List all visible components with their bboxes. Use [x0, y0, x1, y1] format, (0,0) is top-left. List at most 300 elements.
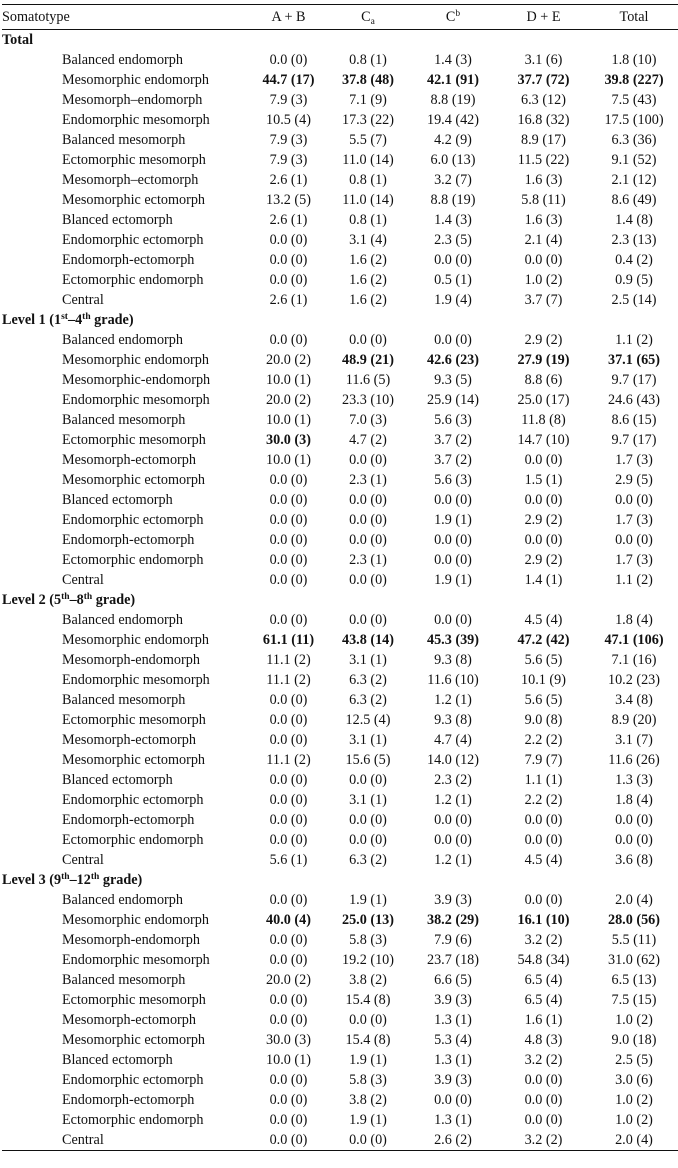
somatotype-label: Mesomorphic ectomorph [62, 1032, 206, 1048]
value-cell: 8.8 (19) [430, 92, 476, 108]
value-cell: 0.0 (0) [269, 232, 308, 248]
value-cell: 1.0 (2) [615, 1092, 653, 1108]
value-cell: 7.0 (3) [349, 412, 387, 428]
value-cell: 0.0 (0) [524, 452, 563, 468]
somatotype-label: Endomorph-ectomorph [62, 812, 195, 828]
table-row [2, 1090, 678, 1110]
section-title-sup2: th [82, 312, 91, 322]
value-cell: 0.0 (0) [250, 1130, 327, 1151]
value-cell: 10.5 (4) [266, 112, 311, 128]
somatotype-label: Ectomorphic mesomorph [62, 992, 206, 1008]
value-cell: 1.3 (1) [434, 1112, 472, 1128]
value-cell: 2.9 (5) [615, 472, 653, 488]
value-cell: 0.0 (0) [269, 932, 308, 948]
value-cell: 42.6 (23) [426, 352, 479, 368]
value-cell: 3.9 (3) [434, 1072, 472, 1088]
header-c-b [409, 5, 497, 30]
section-heading-row [2, 310, 678, 330]
table-row [2, 510, 678, 530]
value-cell: 39.8 (227) [604, 72, 664, 88]
table-header-row [2, 5, 678, 30]
somatotype-label: Mesomorph-endomorph [62, 932, 200, 948]
value-cell: 15.4 (8) [345, 992, 391, 1008]
value-cell: 7.5 (43) [611, 92, 657, 108]
header-c-b-sup: b [455, 8, 461, 19]
somatotype-label: Ectomorphic endomorph [62, 1112, 204, 1128]
value-cell: 9.7 (17) [611, 432, 657, 448]
value-cell: 0.0 (0) [269, 572, 308, 588]
value-cell: 2.9 (2) [524, 332, 563, 348]
value-cell: 19.2 (10) [341, 952, 394, 968]
value-cell: 10.2 (23) [607, 672, 660, 688]
value-cell: 3.7 (7) [524, 292, 563, 308]
value-cell: 5.8 (11) [521, 192, 566, 208]
section-title-sup1: th [61, 592, 70, 602]
value-cell: 10.0 (1) [266, 1052, 311, 1068]
section-title-mid: –8 [69, 592, 84, 608]
value-cell: 2.0 (4) [590, 1130, 678, 1151]
value-cell: 4.5 (4) [524, 852, 563, 868]
value-cell: 6.5 (13) [611, 972, 657, 988]
value-cell: 1.4 (1) [524, 572, 563, 588]
value-cell: 0.0 (0) [269, 532, 308, 548]
value-cell: 0.0 (0) [434, 552, 472, 568]
value-cell: 11.6 (26) [608, 752, 660, 768]
value-cell: 48.9 (21) [341, 352, 394, 368]
value-cell: 0.0 (0) [434, 332, 472, 348]
value-cell: 2.2 (2) [524, 732, 563, 748]
table-row [2, 550, 678, 570]
somatotype-label: Balanced mesomorph [62, 412, 186, 428]
section-title [2, 590, 678, 610]
value-cell: 9.3 (8) [434, 712, 472, 728]
value-cell: 0.0 (0) [269, 772, 308, 788]
header-c-a-sub: a [370, 16, 375, 27]
table-row [2, 830, 678, 850]
value-cell: 28.0 (56) [607, 912, 660, 928]
table-row [2, 190, 678, 210]
value-cell: 0.0 (0) [524, 1112, 563, 1128]
value-cell: 38.2 (29) [426, 912, 479, 928]
value-cell: 1.4 (3) [434, 212, 472, 228]
somatotype-label: Ectomorphic mesomorph [62, 712, 206, 728]
value-cell: 0.0 (0) [615, 832, 653, 848]
table-row [2, 1030, 678, 1050]
value-cell: 0.0 (0) [269, 272, 308, 288]
value-cell: 3.1 (1) [349, 732, 387, 748]
value-cell: 61.1 (11) [262, 632, 315, 648]
somatotype-label: Endomorph-ectomorph [62, 532, 195, 548]
somatotype-label: Mesomorphic-endomorph [62, 372, 211, 388]
section-title-post: grade) [92, 592, 136, 608]
value-cell: 1.7 (3) [615, 552, 653, 568]
table-row [2, 990, 678, 1010]
value-cell: 1.9 (1) [434, 512, 472, 528]
header-a-b: A + B [250, 5, 327, 30]
value-cell: 7.9 (6) [434, 932, 472, 948]
value-cell: 11.0 (14) [342, 152, 394, 168]
value-cell: 37.8 (48) [341, 72, 394, 88]
section-heading-row [2, 30, 678, 51]
somatotype-label: Blanced ectomorph [62, 772, 173, 788]
value-cell: 1.4 (8) [615, 212, 653, 228]
somatotype-label: Balanced mesomorph [62, 692, 186, 708]
value-cell: 0.0 (0) [524, 492, 563, 508]
somatotype-label: Endomorph-ectomorph [62, 252, 195, 268]
value-cell: 1.3 (3) [615, 772, 653, 788]
value-cell: 1.6 (2) [349, 292, 387, 308]
value-cell: 0.0 (0) [269, 952, 308, 968]
table-row [2, 910, 678, 930]
value-cell: 6.3 (2) [349, 692, 387, 708]
value-cell: 0.8 (1) [349, 212, 387, 228]
section-title [2, 310, 678, 330]
table-row [2, 410, 678, 430]
value-cell: 8.8 (19) [430, 192, 476, 208]
value-cell: 0.0 (0) [349, 772, 387, 788]
value-cell: 0.0 (0) [524, 812, 563, 828]
somatotype-label: Mesomorph-endomorph [62, 652, 200, 668]
value-cell: 0.0 (0) [269, 692, 308, 708]
value-cell: 8.8 (6) [524, 372, 563, 388]
value-cell: 4.7 (2) [349, 432, 387, 448]
value-cell: 45.3 (39) [426, 632, 479, 648]
value-cell: 0.0 (0) [615, 532, 653, 548]
value-cell: 2.1 (12) [611, 172, 657, 188]
value-cell: 11.1 (2) [266, 752, 311, 768]
value-cell: 5.8 (3) [349, 1072, 387, 1088]
value-cell: 3.2 (2) [524, 932, 563, 948]
value-cell: 8.9 (17) [521, 132, 566, 148]
value-cell: 6.3 (2) [349, 672, 387, 688]
value-cell: 2.0 (4) [615, 892, 653, 908]
value-cell: 2.9 (2) [524, 552, 563, 568]
value-cell: 1.9 (1) [434, 572, 472, 588]
value-cell: 0.0 (0) [349, 1012, 387, 1028]
table-row [2, 970, 678, 990]
value-cell: 42.1 (91) [426, 72, 479, 88]
value-cell: 54.8 (34) [517, 952, 570, 968]
value-cell: 2.5 (14) [611, 292, 657, 308]
table-row [2, 710, 678, 730]
table-row [2, 1070, 678, 1090]
somatotype-label: Endomorphic mesomorph [62, 952, 210, 968]
value-cell: 0.0 (0) [524, 532, 563, 548]
value-cell: 6.3 (2) [349, 852, 387, 868]
somatotype-label: Blanced ectomorph [62, 212, 173, 228]
header-somatotype: Somatotype [2, 5, 250, 30]
value-cell: 1.6 (3) [524, 172, 563, 188]
table-row [2, 290, 678, 310]
table-row [2, 1010, 678, 1030]
value-cell: 1.1 (1) [524, 772, 563, 788]
table-row [2, 530, 678, 550]
value-cell: 9.1 (52) [611, 152, 657, 168]
value-cell: 0.0 (0) [349, 512, 387, 528]
value-cell: 0.0 (0) [349, 332, 387, 348]
table-row [2, 450, 678, 470]
section-title-sup1: th [61, 872, 70, 882]
header-total: Total [590, 5, 678, 30]
somatotype-label: Endomorphic ectomorph [62, 232, 204, 248]
somatotype-label: Ectomorphic mesomorph [62, 152, 206, 168]
somatotype-label: Mesomorph-ectomorph [62, 732, 196, 748]
value-cell: 0.0 (0) [269, 512, 308, 528]
value-cell: 1.2 (1) [434, 852, 472, 868]
value-cell: 0.9 (5) [615, 272, 653, 288]
value-cell: 7.9 (7) [524, 752, 563, 768]
value-cell: 1.9 (4) [434, 292, 472, 308]
somatotype-label: Central [62, 292, 104, 308]
somatotype-label: Endomorphic mesomorph [62, 112, 210, 128]
value-cell: 0.0 (0) [615, 812, 653, 828]
value-cell: 43.8 (14) [341, 632, 394, 648]
value-cell: 1.2 (1) [434, 692, 472, 708]
value-cell: 0.0 (0) [269, 1012, 308, 1028]
somatotype-table [2, 4, 678, 1151]
value-cell: 7.9 (3) [269, 132, 308, 148]
value-cell: 9.3 (8) [434, 652, 472, 668]
somatotype-label: Endomorphic ectomorph [62, 512, 204, 528]
value-cell: 2.3 (1) [349, 472, 387, 488]
value-cell: 1.7 (3) [615, 452, 653, 468]
value-cell: 24.6 (43) [607, 392, 660, 408]
value-cell: 2.9 (2) [524, 512, 563, 528]
value-cell: 0.0 (0) [434, 1092, 472, 1108]
value-cell: 2.3 (5) [434, 232, 472, 248]
value-cell: 0.0 (0) [524, 832, 563, 848]
table-row [2, 690, 678, 710]
value-cell: 0.0 (0) [269, 52, 308, 68]
value-cell: 0.0 (0) [434, 812, 472, 828]
somatotype-label: Central [62, 852, 104, 868]
value-cell: 2.2 (2) [524, 792, 563, 808]
table-row [2, 250, 678, 270]
value-cell: 0.4 (2) [615, 252, 653, 268]
value-cell: 17.5 (100) [604, 112, 664, 128]
table-row [2, 1110, 678, 1130]
section-title-pre: Level 3 (9 [2, 872, 62, 888]
value-cell: 8.9 (20) [611, 712, 657, 728]
value-cell: 3.2 (7) [434, 172, 472, 188]
table-row [2, 430, 678, 450]
value-cell: 20.0 (2) [266, 972, 311, 988]
value-cell: 11.0 (14) [342, 192, 394, 208]
value-cell: 0.8 (1) [349, 52, 387, 68]
table-row [2, 110, 678, 130]
value-cell: 3.9 (3) [434, 892, 472, 908]
value-cell: 14.7 (10) [517, 432, 570, 448]
value-cell: 2.6 (1) [269, 292, 308, 308]
somatotype-label: Endomorphic mesomorph [62, 672, 210, 688]
section-title-mid: –12 [69, 872, 91, 888]
value-cell: 1.8 (4) [615, 612, 653, 628]
section-heading-row [2, 870, 678, 890]
value-cell: 3.0 (6) [615, 1072, 653, 1088]
table-row [2, 370, 678, 390]
table-row [2, 850, 678, 870]
value-cell: 3.1 (7) [615, 732, 653, 748]
value-cell: 0.0 (0) [269, 332, 308, 348]
value-cell: 27.9 (19) [517, 352, 570, 368]
value-cell: 1.0 (2) [615, 1112, 653, 1128]
somatotype-label: Ectomorphic endomorph [62, 832, 204, 848]
value-cell: 6.3 (36) [611, 132, 657, 148]
somatotype-label: Ectomorphic endomorph [62, 552, 204, 568]
value-cell: 0.0 (0) [269, 732, 308, 748]
value-cell: 1.1 (2) [615, 572, 653, 588]
value-cell: 31.0 (62) [607, 952, 660, 968]
section-title-sup1: st [61, 312, 68, 322]
value-cell: 11.6 (10) [427, 672, 479, 688]
somatotype-label: Endomorphic mesomorph [62, 392, 210, 408]
value-cell: 2.3 (1) [349, 552, 387, 568]
value-cell: 8.6 (15) [611, 412, 657, 428]
value-cell: 0.0 (0) [269, 492, 308, 508]
value-cell: 0.0 (0) [434, 492, 472, 508]
value-cell: 1.8 (4) [615, 792, 653, 808]
value-cell: 14.0 (12) [426, 752, 479, 768]
somatotype-label: Blanced ectomorph [62, 1052, 173, 1068]
value-cell: 1.6 (1) [524, 1012, 563, 1028]
value-cell: 0.0 (0) [269, 812, 308, 828]
value-cell: 0.0 (0) [269, 1092, 308, 1108]
header-d-e: D + E [497, 5, 590, 30]
value-cell: 10.0 (1) [266, 412, 311, 428]
section-title [2, 870, 678, 890]
value-cell: 3.7 (2) [434, 432, 472, 448]
value-cell: 6.3 (12) [521, 92, 566, 108]
value-cell: 5.6 (5) [524, 652, 563, 668]
value-cell: 7.9 (3) [269, 152, 308, 168]
value-cell: 7.1 (9) [349, 92, 387, 108]
value-cell: 0.0 (0) [434, 252, 472, 268]
section-title-pre: Total [2, 32, 34, 48]
value-cell: 2.5 (5) [615, 1052, 653, 1068]
value-cell: 0.0 (0) [615, 492, 653, 508]
table-row [2, 150, 678, 170]
value-cell: 1.9 (1) [349, 1052, 387, 1068]
value-cell: 0.0 (0) [434, 832, 472, 848]
value-cell: 3.1 (1) [349, 652, 387, 668]
value-cell: 3.2 (2) [497, 1130, 590, 1151]
value-cell: 16.1 (10) [517, 912, 570, 928]
value-cell: 1.8 (10) [611, 52, 657, 68]
somatotype-label: Balanced endomorph [62, 892, 183, 908]
somatotype-label: Endomorphic ectomorph [62, 792, 204, 808]
value-cell: 1.3 (1) [434, 1052, 472, 1068]
value-cell: 0.0 (0) [269, 892, 308, 908]
value-cell: 9.0 (8) [524, 712, 563, 728]
value-cell: 10.0 (1) [266, 372, 311, 388]
value-cell: 11.1 (2) [266, 652, 311, 668]
value-cell: 1.6 (2) [349, 272, 387, 288]
table-row [2, 90, 678, 110]
value-cell: 6.0 (13) [430, 152, 476, 168]
value-cell: 1.2 (1) [434, 792, 472, 808]
value-cell: 7.5 (15) [611, 992, 657, 1008]
value-cell: 3.9 (3) [434, 992, 472, 1008]
section-title [2, 30, 678, 51]
value-cell: 0.0 (0) [269, 1072, 308, 1088]
section-title-sup2: th [83, 592, 93, 602]
value-cell: 6.6 (5) [434, 972, 472, 988]
value-cell: 0.0 (0) [269, 792, 308, 808]
value-cell: 10.0 (1) [266, 452, 311, 468]
somatotype-label: Mesomorphic ectomorph [62, 752, 206, 768]
value-cell: 15.6 (5) [345, 752, 391, 768]
value-cell: 0.0 (0) [524, 1092, 563, 1108]
value-cell: 20.0 (2) [266, 392, 311, 408]
table-row [2, 950, 678, 970]
table-row [2, 790, 678, 810]
somatotype-label: Balanced mesomorph [62, 972, 186, 988]
table-row [2, 470, 678, 490]
value-cell: 20.0 (2) [266, 352, 311, 368]
value-cell: 0.0 (0) [269, 472, 308, 488]
value-cell: 19.4 (42) [426, 112, 479, 128]
value-cell: 2.6 (1) [269, 212, 308, 228]
value-cell: 1.0 (2) [615, 1012, 653, 1028]
value-cell: 5.5 (7) [349, 132, 387, 148]
value-cell: 2.6 (2) [409, 1130, 497, 1151]
value-cell: 17.3 (22) [341, 112, 394, 128]
value-cell: 0.0 (0) [524, 1072, 563, 1088]
value-cell: 0.0 (0) [524, 892, 563, 908]
table-row [2, 770, 678, 790]
somatotype-label: Balanced mesomorph [62, 132, 186, 148]
value-cell: 0.0 (0) [349, 812, 387, 828]
header-c-a [327, 5, 409, 30]
value-cell: 4.5 (4) [524, 612, 563, 628]
somatotype-label: Mesomorphic ectomorph [62, 472, 206, 488]
value-cell: 0.0 (0) [349, 492, 387, 508]
value-cell: 6.5 (4) [524, 972, 563, 988]
table-row [2, 890, 678, 910]
value-cell: 25.0 (13) [341, 912, 394, 928]
value-cell: 7.9 (3) [269, 92, 308, 108]
table-row [2, 630, 678, 650]
table-row [2, 230, 678, 250]
value-cell: 8.6 (49) [611, 192, 657, 208]
value-cell: 1.7 (3) [615, 512, 653, 528]
somatotype-label: Mesomorphic endomorph [62, 352, 209, 368]
value-cell: 0.0 (0) [524, 252, 563, 268]
value-cell: 30.0 (3) [266, 1032, 311, 1048]
value-cell: 4.2 (9) [434, 132, 472, 148]
value-cell: 0.0 (0) [269, 612, 308, 628]
value-cell: 40.0 (4) [266, 912, 311, 928]
value-cell: 11.8 (8) [521, 412, 566, 428]
value-cell: 2.1 (4) [524, 232, 563, 248]
value-cell: 1.0 (2) [524, 272, 563, 288]
value-cell: 9.0 (18) [611, 1032, 657, 1048]
value-cell: 16.8 (32) [517, 112, 570, 128]
value-cell: 11.6 (5) [345, 372, 391, 388]
table-row [2, 130, 678, 150]
value-cell: 11.1 (2) [266, 672, 311, 688]
value-cell: 37.7 (72) [517, 72, 570, 88]
value-cell: 5.6 (1) [269, 852, 308, 868]
value-cell: 11.5 (22) [517, 152, 570, 168]
value-cell: 44.7 (17) [262, 72, 315, 88]
table-row [2, 170, 678, 190]
value-cell: 5.8 (3) [349, 932, 387, 948]
section-title-post: grade) [90, 312, 134, 328]
table-row [2, 50, 678, 70]
value-cell: 6.5 (4) [524, 992, 563, 1008]
value-cell: 0.0 (0) [269, 712, 308, 728]
